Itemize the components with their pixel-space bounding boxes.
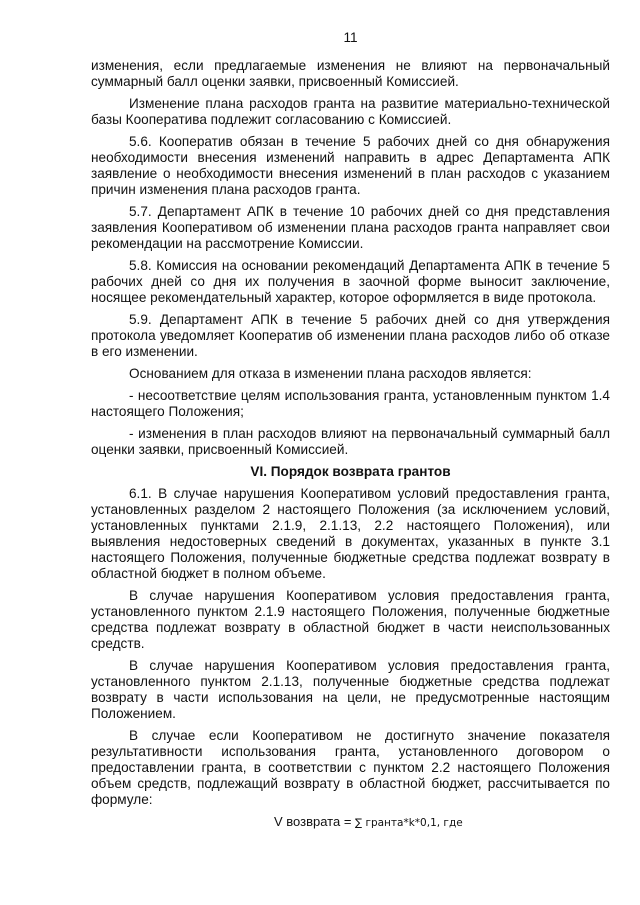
paragraph-continuation: изменения, если предлагаемые изменения не влияют на первоначальный суммарный балл оценки заявки, присвоенный Комиссией.: [91, 58, 610, 89]
paragraph-indicator-not-achieved: В случае если Кооперативом не достигнуто значение показателя результативности использования гранта, установленного договором о предоставлении гранта, в соответствии с пунктом 2.2 настоящего Положения объем средств, подлежащий возврату в областной бюджет, рассчитывается по формуле:: [91, 728, 610, 807]
section-heading: VI. Порядок возврата грантов: [250, 464, 451, 479]
list-item-nonconformity: - несоответствие целям использования гранта, установленным пунктом 1.4 настоящего Положения;: [91, 388, 610, 419]
paragraph-5-7: 5.7. Департамент АПК в течение 10 рабочих дней со дня представления заявления Кооперативом об изменении плана расходов гранта направляет свои рекомендации на рассмотрение Комиссии.: [91, 204, 610, 251]
return-formula: [91, 814, 610, 831]
paragraph-2-1-9-violation: В случае нарушения Кооперативом условия предоставления гранта, установленного пунктом 2.1.9 настоящего Положения, полученные бюджетные средства подлежат возврату в областной бюджет в части неиспользованных средств.: [91, 588, 610, 651]
paragraph-2-1-13-violation: В случае нарушения Кооперативом условия предоставления гранта, установленного пунктом 2.1.13, полученные бюджетные средства подлежат возврату в части использования на цели, не предусмотренные настоящим Положением.: [91, 658, 610, 721]
formula-rhs: ∑ гранта*k*0,1, где: [355, 817, 463, 829]
paragraph-refusal-grounds: Основанием для отказа в изменении плана расходов является:: [129, 366, 532, 381]
formula-lhs: V возврата =: [274, 814, 356, 829]
paragraph-5-9: 5.9. Департамент АПК в течение 5 рабочих дней со дня утверждения протокола уведомляет Кооператив об изменении плана расходов либо об отказе в его изменении.: [91, 312, 610, 359]
list-item-score-change: - изменения в план расходов влияют на первоначальный суммарный балл оценки заявки, присвоенный Комиссией.: [91, 426, 610, 457]
page-number: 11: [343, 30, 358, 45]
paragraph-5-8: 5.8. Комиссия на основании рекомендаций Департамента АПК в течение 5 рабочих дней со дня их получения в заочной форме выносит заключение, носящее рекомендательный характер, которое оформляется в виде протокола.: [91, 258, 610, 305]
paragraph-6-1: 6.1. В случае нарушения Кооперативом условий предоставления гранта, установленных разделом 2 настоящего Положения (за исключением условий, установленных пунктами 2.1.9, 2.1.13, 2.2 настоящего Положения), или выявления недостоверных сведений в документах, указанных в пункте 3.1 настоящего Положения, полученные бюджетные средства подлежат возврату в областной бюджет в полном объеме.: [91, 486, 610, 581]
paragraph-plan-change-approval: Изменение плана расходов гранта на развитие материально-технической базы Кооператива подлежит согласованию с Комиссией.: [91, 96, 610, 127]
paragraph-5-6: 5.6. Кооператив обязан в течение 5 рабочих дней со дня обнаружения необходимости внесения изменений направить в адрес Департамента АПК заявление о необходимости внесения изменений в план расходов с указанием причин изменения плана расходов гранта.: [91, 134, 610, 197]
